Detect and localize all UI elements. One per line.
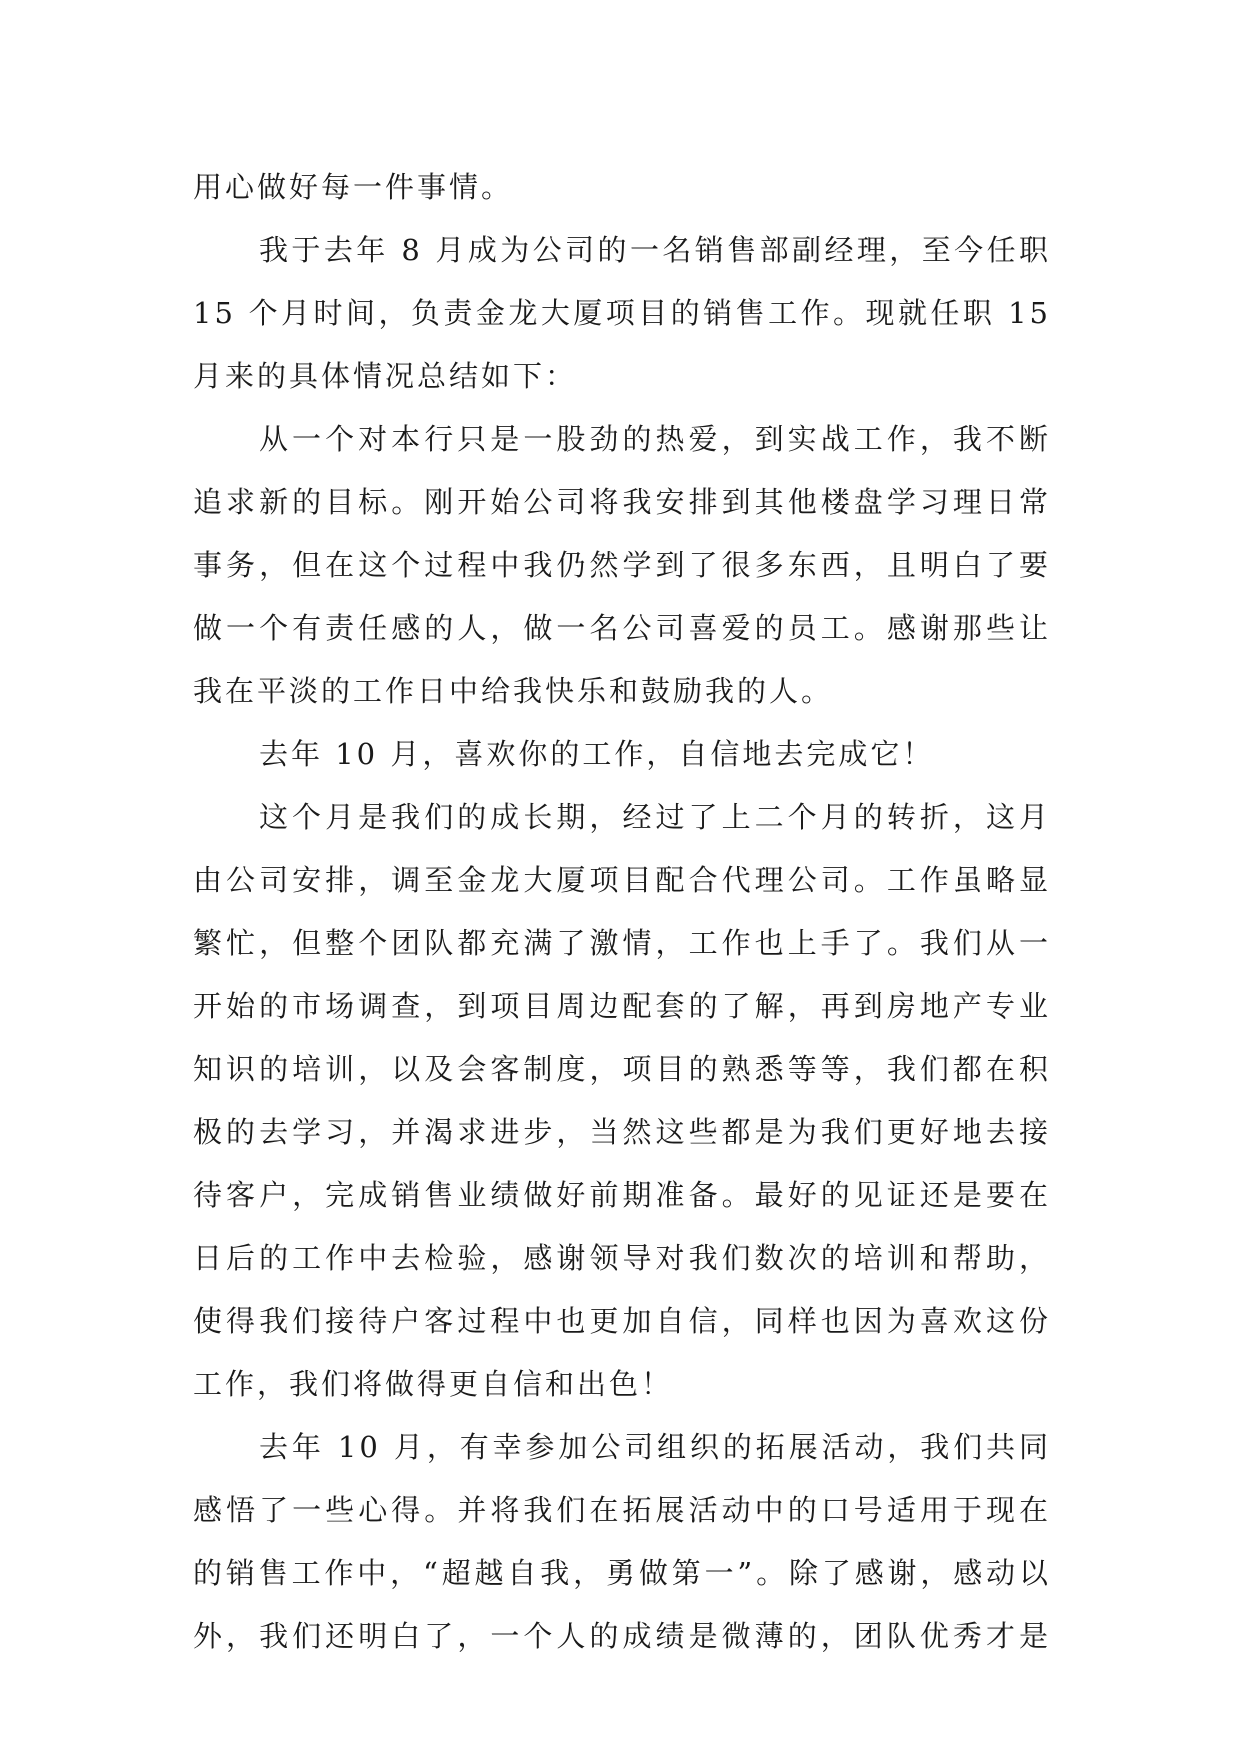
- text-line: 事务，但在这个过程中我仍然学到了很多东西，且明白了要: [193, 548, 1051, 582]
- document-body: [193, 156, 1051, 1668]
- paragraph-first-line: 去年 10 月，有幸参加公司组织的拓展活动，我们共同: [259, 1430, 1051, 1464]
- text-line: 知识的培训，以及会客制度，项目的熟悉等等，我们都在积: [193, 1052, 1051, 1086]
- text-line: 用心做好每一件事情。: [193, 170, 514, 204]
- paragraph-first-line: 从一个对本行只是一股劲的热爱，到实战工作，我不断: [259, 422, 1051, 456]
- paragraph-first-line: 这个月是我们的成长期，经过了上二个月的转折，这月: [259, 800, 1051, 834]
- text-line: 追求新的目标。刚开始公司将我安排到其他楼盘学习理日常: [193, 485, 1051, 519]
- text-line: 我在平淡的工作日中给我快乐和鼓励我的人。: [193, 674, 834, 708]
- text-line: 繁忙，但整个团队都充满了激情，工作也上手了。我们从一: [193, 926, 1051, 960]
- text-line: 15 个月时间，负责金龙大厦项目的销售工作。现就任职 15: [193, 296, 1051, 330]
- text-line: 工作，我们将做得更自信和出色！: [193, 1367, 674, 1401]
- text-line: 月来的具体情况总结如下：: [193, 359, 578, 393]
- text-line: 外，我们还明白了，一个人的成绩是微薄的，团队优秀才是: [193, 1619, 1051, 1653]
- text-line: 日后的工作中去检验，感谢领导对我们数次的培训和帮助，: [193, 1241, 1051, 1275]
- text-line: 开始的市场调查，到项目周边配套的了解，再到房地产专业: [193, 989, 1051, 1023]
- paragraph-first-line: 去年 10 月，喜欢你的工作，自信地去完成它！: [259, 737, 935, 771]
- text-line: 极的去学习，并渴求进步，当然这些都是为我们更好地去接: [193, 1115, 1051, 1149]
- text-line: 的销售工作中，“超越自我，勇做第一”。除了感谢，感动以: [193, 1556, 1051, 1590]
- text-line: 做一个有责任感的人，做一名公司喜爱的员工。感谢那些让: [193, 611, 1051, 645]
- text-line: 感悟了一些心得。并将我们在拓展活动中的口号适用于现在: [193, 1493, 1051, 1527]
- text-line: 使得我们接待户客过程中也更加自信，同样也因为喜欢这份: [193, 1304, 1051, 1338]
- text-line: 待客户，完成销售业绩做好前期准备。最好的见证还是要在: [193, 1178, 1051, 1212]
- text-line: 由公司安排，调至金龙大厦项目配合代理公司。工作虽略显: [193, 863, 1051, 897]
- paragraph-first-line: 我于去年 8 月成为公司的一名销售部副经理，至今任职: [259, 233, 1051, 267]
